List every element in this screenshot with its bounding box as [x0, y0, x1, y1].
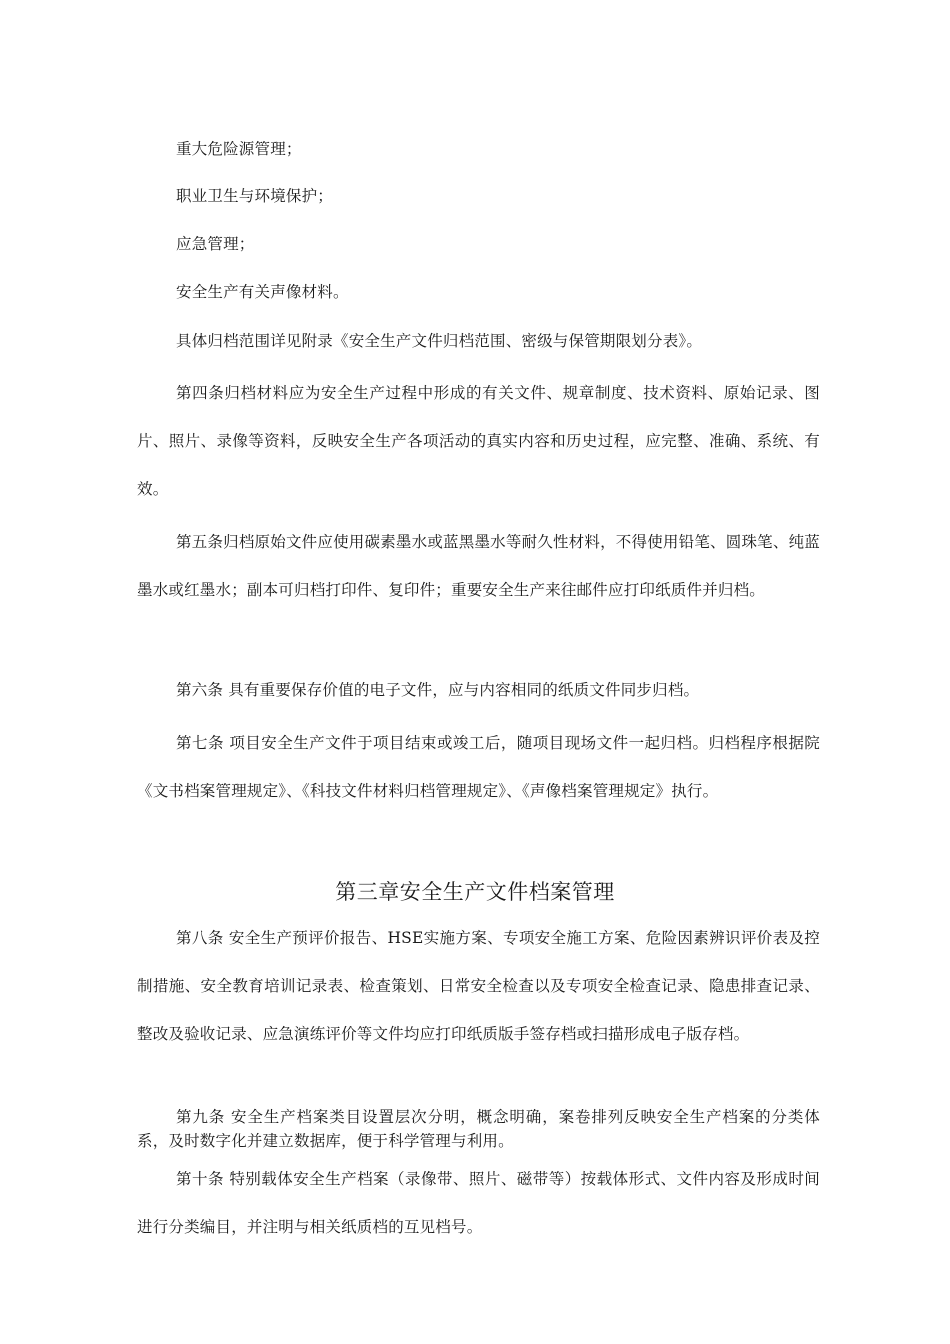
- article-6: 第六条 具有重要保存价值的电子文件，应与内容相同的纸质文件同步归档。: [176, 681, 700, 699]
- list-item-audiovisual-materials: 安全生产有关声像材料。: [176, 283, 349, 301]
- article-5: 第五条归档原始文件应使用碳素墨水或蓝黑墨水等耐久性材料，不得使用铅笔、圆珠笔、纯蓝墨水或红墨水；副本可归档打印件、复印件；重要安全生产来往邮件应打印纸质件并归档。: [137, 533, 820, 599]
- article-7: 第七条 项目安全生产文件于项目结束或竣工后，随项目现场文件一起归档。归档程序根据院《文书档案管理规定》、《科技文件材料归档管理规定》、《声像档案管理规定》执行。: [137, 734, 820, 800]
- article-9: 第九条 安全生产档案类目设置层次分明，概念明确，案卷排列反映安全生产档案的分类体系，及时数字化并建立数据库，便于科学管理与利用。: [137, 1108, 820, 1150]
- scope-note: 具体归档范围详见附录《安全生产文件归档范围、密级与保管期限划分表》。: [176, 332, 703, 350]
- list-item-emergency-management: 应急管理；: [176, 235, 255, 253]
- article-10: 第十条 特别载体安全生产档案（录像带、照片、磁带等）按载体形式、文件内容及形成时间进行分类编目，并注明与相关纸质档的互见档号。: [137, 1170, 820, 1236]
- article-4: 第四条归档材料应为安全生产过程中形成的有关文件、规章制度、技术资料、原始记录、图片、照片、录像等资料，反映安全生产各项活动的真实内容和历史过程，应完整、准确、系统、有效。: [137, 384, 820, 498]
- chapter-title: 第三章安全生产文件档案管理: [335, 880, 615, 904]
- list-item-major-hazard: 重大危险源管理；: [176, 140, 302, 158]
- list-item-occupational-health: 职业卫生与环境保护；: [176, 187, 334, 205]
- article-8: 第八条 安全生产预评价报告、HSE实施方案、专项安全施工方案、危险因素辨识评价表及控制措施、安全教育培训记录表、检查策划、日常安全检查以及专项安全检查记录、隐患排查记录、整改及验收记录、应急演练评价等文件均应打印纸质版手签存档或扫描形成电子版存档。: [137, 929, 820, 1043]
